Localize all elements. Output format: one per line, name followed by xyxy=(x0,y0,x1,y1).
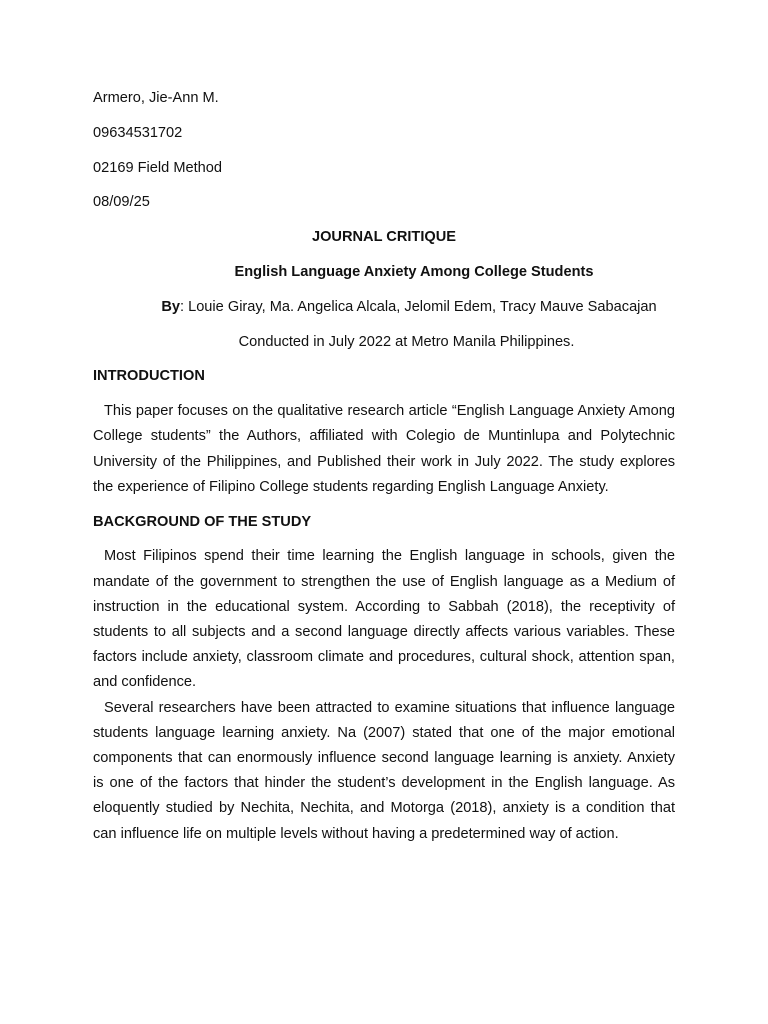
student-name: Armero, Jie-Ann M. xyxy=(93,90,219,106)
course-name: 02169 Field Method xyxy=(93,159,222,176)
introduction-heading: INTRODUCTION xyxy=(93,368,205,385)
background-paragraph-2: Several researchers have been attracted to examine situations that influence language students language learning anxiety. Na (2007) stated that one of the major emotional components that can enormously influence second language learning is anxiety. Anxiety is one of the factors that hinder the student’s development in the English language. As eloquently studied by Nechita, Nechita, and Motorga (2018), anxiety is a condition that can influence life on multiple levels without having a predetermined way of action. xyxy=(93,699,675,842)
document-date: 08/09/25 xyxy=(93,194,150,211)
document-content xyxy=(93,86,675,856)
article-title: English Language Anxiety Among College Students xyxy=(234,263,594,280)
introduction-paragraph: This paper focuses on the qualitative research article “English Language Anxiety Among College students” the Authors, affiliated with Colegio de Muntinlupa and Polytechnic University of the Philippines, and Published their work in July 2022. The study explores the experience of Filipino College students regarding English Language Anxiety. xyxy=(93,403,675,495)
document-title: JOURNAL CRITIQUE xyxy=(311,229,457,246)
student-id-number: 09634531702 xyxy=(93,124,183,141)
by-label: By xyxy=(161,298,180,315)
author-list: : Louie Giray, Ma. Angelica Alcala, Jelomil Edem, Tracy Mauve Sabacajan xyxy=(179,298,657,315)
conducted-note: Conducted in July 2022 at Metro Manila Philippines. xyxy=(238,333,575,350)
background-heading: BACKGROUND OF THE STUDY xyxy=(93,513,312,530)
background-paragraph-1: Most Filipinos spend their time learning the English language in schools, given the mandate of the government to strengthen the use of English language as a Medium of instruction in the educational system. According to Sabbah (2018), the receptivity of students to all subjects and a second language directly affects various variables. These factors include anxiety, classroom climate and procedures, cultural shock, attention span, and confidence. xyxy=(93,548,675,691)
author-byline xyxy=(93,295,675,320)
